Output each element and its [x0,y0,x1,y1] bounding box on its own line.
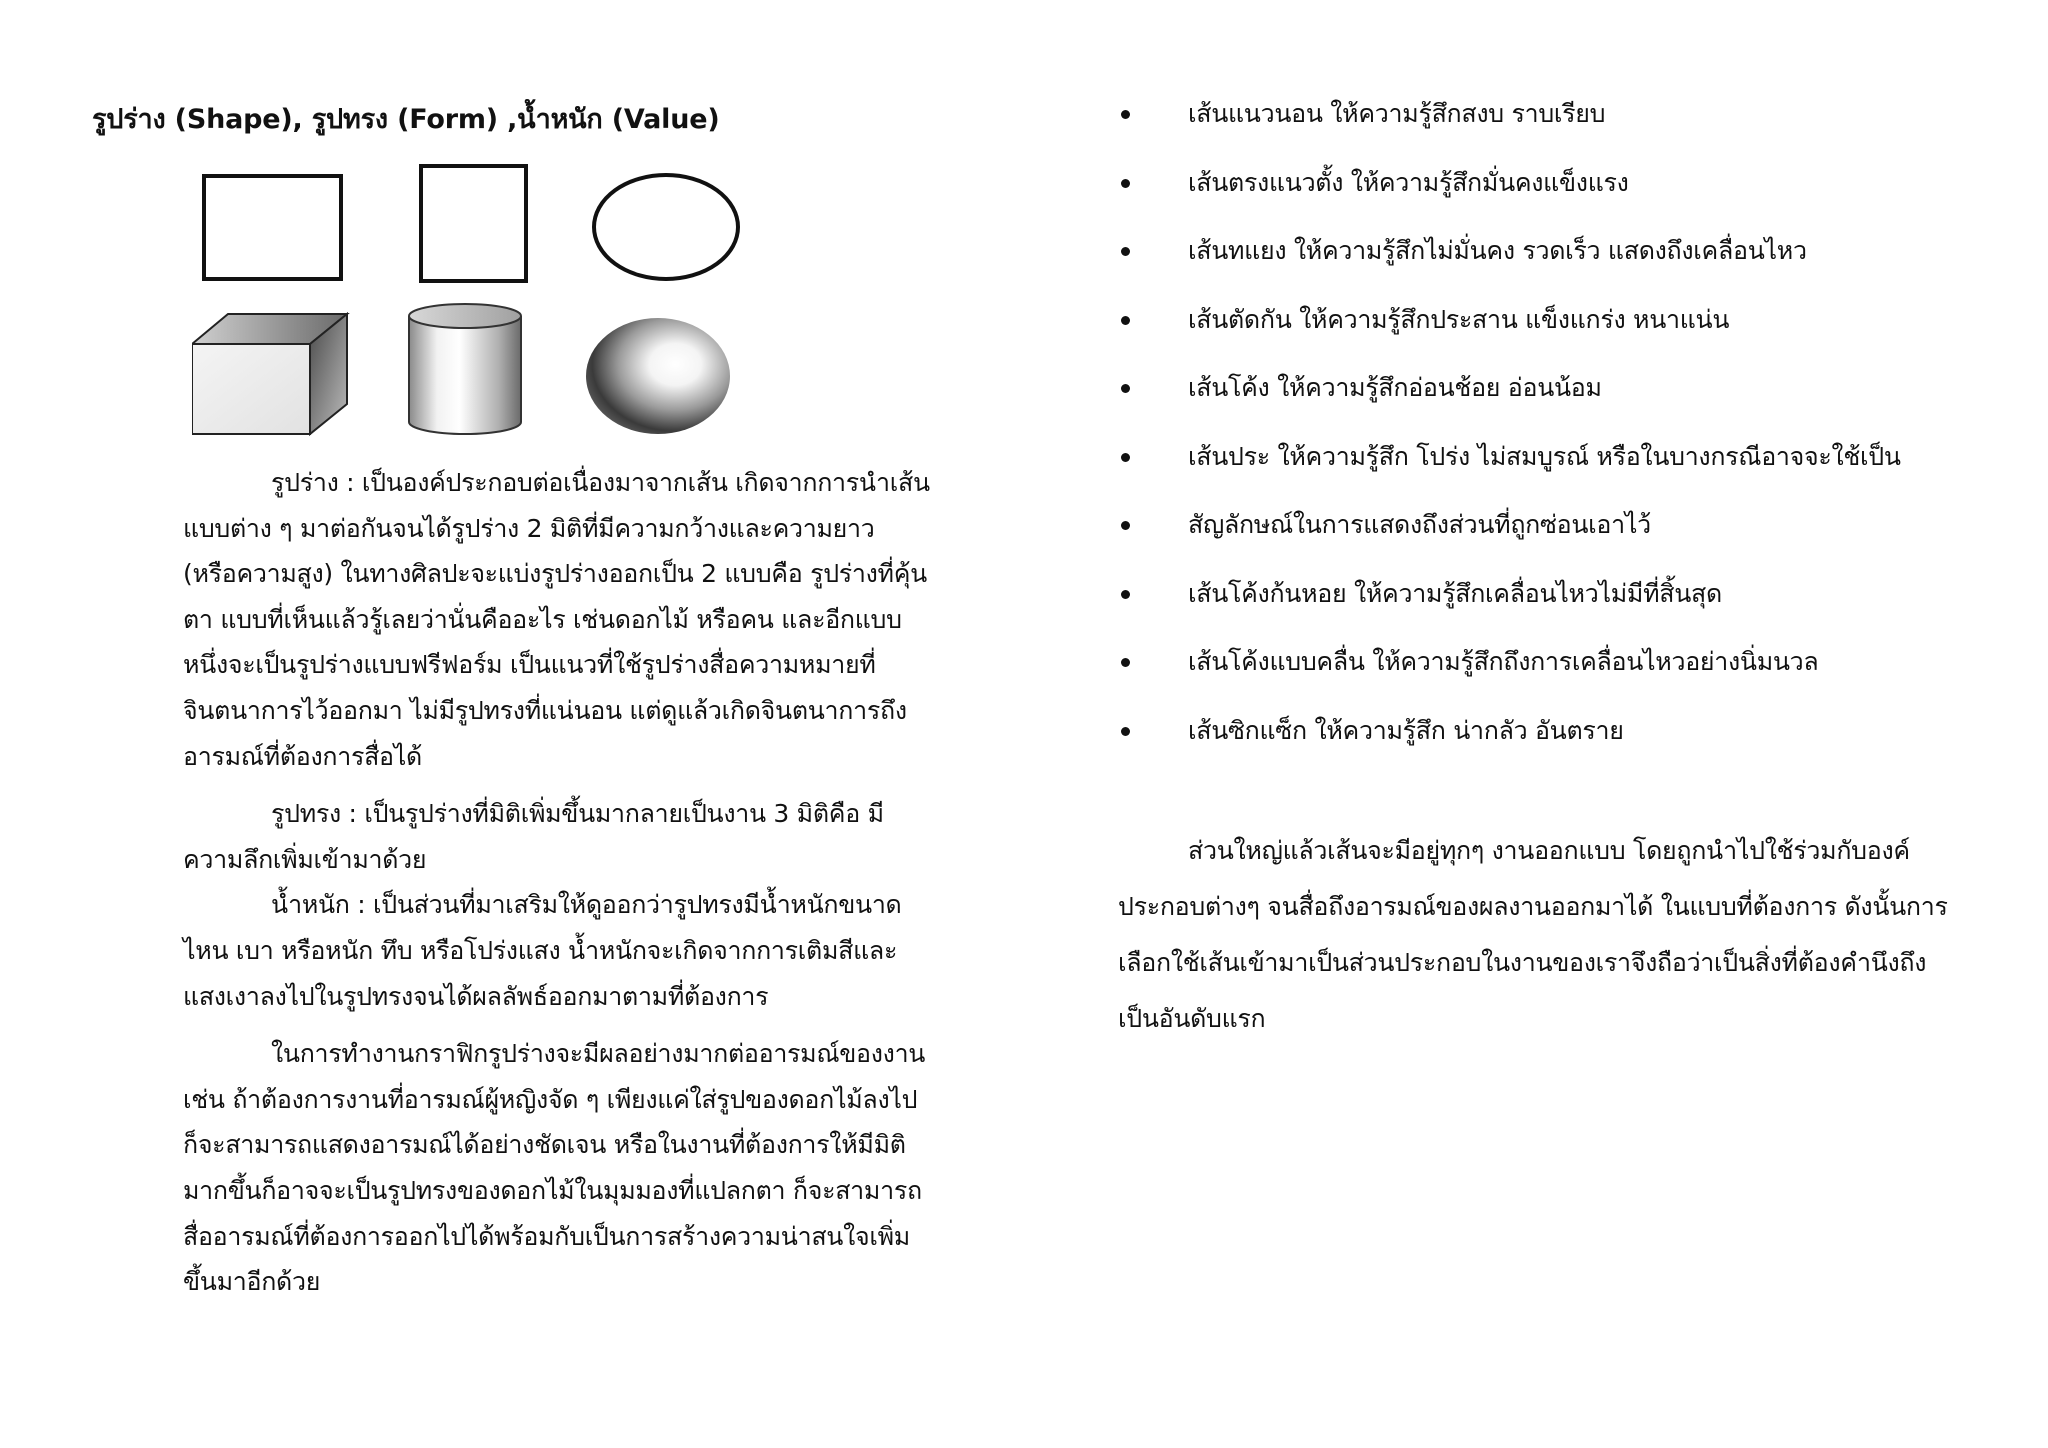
list-item-text: สัญลักษณ์ในการแสดงถึงส่วนที่ถูกซ่อนเอาไว้ [1188,510,1651,539]
bullet-dot-icon [1121,453,1130,462]
bullet-dot-icon [1121,316,1130,325]
list-item [1118,713,1998,782]
bullet-dot-icon [1121,658,1130,667]
paragraph-form: รูปทรง : เป็นรูปร่างที่มิติเพิ่มขึ้นมากลายเป็นงาน 3 มิติคือ มีความลึกเพิ่มเข้ามาด้วย [183,799,884,874]
list-item [1118,370,1998,439]
bullet-dot-icon [1121,110,1130,119]
rectangle-outline-shape [204,176,341,279]
cylinder-shaded-shape [409,304,521,434]
cube-shaded-shape [192,314,347,434]
left-body-text [183,460,931,1305]
list-item-text: เส้นโค้งก้นหอย ให้ความรู้สึกเคลื่อนไหวไม่มีที่สิ้นสุด [1188,578,1722,608]
list-item-text: เส้นทแยง ให้ความรู้สึกไม่มั่นคง รวดเร็ว แสดงถึงเคลื่อนไหว [1188,236,1807,265]
bullet-dot-icon [1121,384,1130,393]
left-column [92,102,932,1317]
list-item [1118,302,1998,371]
list-item-text: เส้นซิกแซ็ก ให้ความรู้สึก น่ากลัว อันตราย [1188,715,1624,745]
list-item-text: เส้นตัดกัน ให้ความรู้สึกประสาน แข็งแกร่ง หนาแน่น [1188,304,1730,334]
bullet-dot-icon [1121,521,1130,530]
paragraph-graphic-work: ในการทำงานกราฟิกรูปร่างจะมีผลอย่างมากต่ออารมณ์ของงาน เช่น ถ้าต้องการงานที่อารมณ์ผู้หญิงจัด ๆ เพียงแค่ใส่รูปของดอกไม้ลงไปก็จะสามารถแสดงอารมณ์ได้อย่างชัดเจน หรือในงานที่ต้องการให้มีมิติมากขึ้นก็อาจจะเป็นรูปทรงของดอกไม้ในมุมมองที่แปลกตา ก็จะสามารถสื่ออารมณ์ที่ต้องการออกไปได้พร้อมกับเป็นการสร้างความน่าสนใจเพิ่มขึ้นมาอีกด้วย [183,1039,926,1297]
closing-paragraph: ส่วนใหญ่แล้วเส้นจะมีอยู่ทุกๆ งานออกแบบ โดยถูกนำไปใช้ร่วมกับองค์ประกอบต่างๆ จนสื่อถึงอารมณ์ของผลงานออกมาได้ ในแบบที่ต้องการ ดังนั้นการเลือกใช้เส้นเข้ามาเป็นส่วนประกอบในงานของเราจึงถือว่าเป็นสิ่งที่ต้องคำนึงถึงเป็นอันดับแรก [1118,836,1948,1033]
list-item [1118,165,1998,234]
list-item [1118,644,1998,713]
list-item-text: เส้นโค้งแบบคลื่น ให้ความรู้สึกถึงการเคลื่อนไหวอย่างนิ่มนวล [1188,647,1819,676]
paragraph-shape: รูปร่าง : เป็นองค์ประกอบต่อเนื่องมาจากเส้น เกิดจากการนำเส้นแบบต่าง ๆ มาต่อกันจนได้รูปร่าง 2 มิติที่มีความกว้างและความยาว (หรือความสูง) ในทางศิลปะจะแบ่งรูปร่างออกเป็น 2 แบบคือ รูปร่างที่คุ้นตา แบบที่เห็นแล้วรู้เลยว่านั่นคืออะไร เช่นดอกไม้ หรือคน และอีกแบบหนึ่งจะเป็นรูปร่างแบบฟรีฟอร์ม เป็นแนวที่ใช้รูปร่างสื่อความหมายที่จินตนาการไว้ออกมา ไม่มีรูปทรงที่แน่นอน แต่ดูแล้วเกิดจินตนาการถึงอารมณ์ที่ต้องการสื่อได้ [183,468,930,771]
bullet-dot-icon [1121,590,1130,599]
list-item-text: เส้นตรงแนวตั้ง ให้ความรู้สึกมั่นคงแข็งแรง [1188,167,1629,197]
list-item [1118,507,1998,576]
shapes-illustration [192,164,752,440]
paragraph-value: น้ำหนัก : เป็นส่วนที่มาเสริมให้ดูออกว่ารูปทรงมีน้ำหนักขนาดไหน เบา หรือหนัก ทึบ หรือโปร่งแสง น้ำหนักจะเกิดจากการเติมสีและแสงเงาลงไปในรูปทรงจนได้ผลลัพธ์ออกมาตามที่ต้องการ [183,890,902,1011]
square-outline-shape [421,166,526,281]
section-title: รูปร่าง (Shape), รูปทรง (Form) ,น้ำหนัก (Value) [92,104,720,135]
list-item [1118,576,1998,645]
list-item [1118,96,1998,165]
list-item-text: เส้นประ ให้ความรู้สึก โปร่ง ไม่สมบูรณ์ หรือในบางกรณีอาจจะใช้เป็น [1188,441,1901,471]
ellipse-outline-shape [594,175,738,279]
sphere-shaded-shape [586,318,730,434]
right-column [1118,96,1998,1072]
bullet-dot-icon [1121,179,1130,188]
line-types-list [1118,96,1998,781]
bullet-dot-icon [1121,727,1130,736]
bullet-dot-icon [1121,247,1130,256]
list-item [1118,439,1998,508]
list-item [1118,233,1998,302]
list-item-text: เส้นแนวนอน ให้ความรู้สึกสงบ ราบเรียบ [1188,99,1606,128]
list-item-text: เส้นโค้ง ให้ความรู้สึกอ่อนช้อย อ่อนน้อม [1188,373,1602,402]
